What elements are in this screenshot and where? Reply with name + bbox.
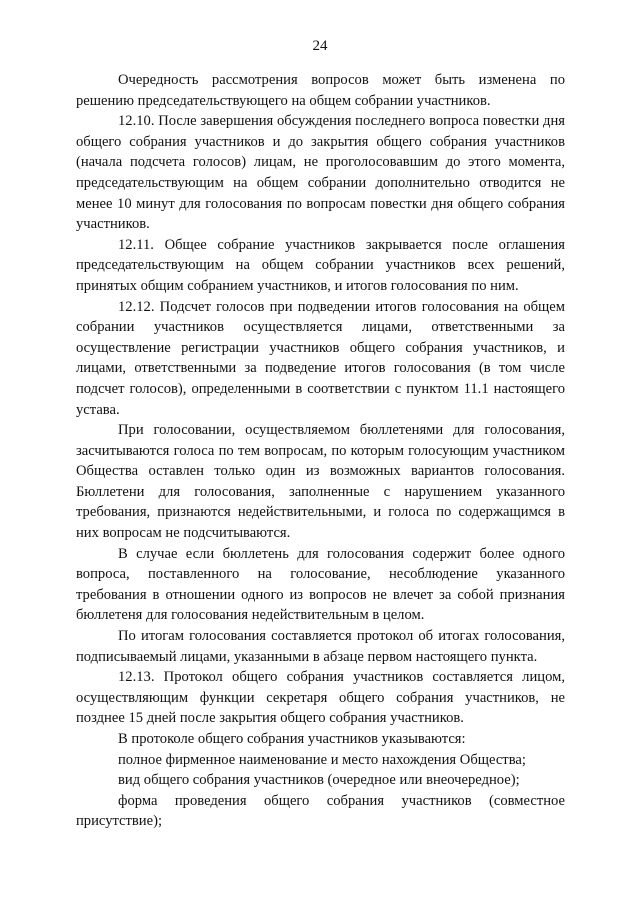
- list-item-meeting-type: вид общего собрания участников (очередное или внеочередное);: [118, 772, 520, 789]
- list-item-meeting-form: форма проведения общего собрания участников (совместное присутствие);: [76, 792, 565, 830]
- paragraph-12-10: 12.10. После завершения обсуждения последнего вопроса повестки дня общего собрания участников и до закрытия общего собрания участников (начала подсчета голосов) лицам, не проголосовавшим до этого момента, председательствующим на общем собрании дополнительно отводится не менее 10 минут для голосования по вопросам повестки дня общего собрания участников.: [76, 113, 565, 233]
- page-number: 24: [312, 38, 328, 54]
- paragraph-agenda-order: Очередность рассмотрения вопросов может быть изменена по решению председательствующего на общем собрании участников.: [76, 72, 565, 109]
- paragraph-ballot-voting: При голосовании, осуществляемом бюллетенями для голосования, засчитываются голоса по тем вопросам, по которым голосующим участником Общества оставлен только один из возможных вариантов голосования. Бюллетени для голосования, заполненные с нарушением указанного требования, признаются недействительными, и голоса по содержащимся в них вопросам не подсчитываются.: [76, 422, 565, 542]
- paragraph-12-13: 12.13. Протокол общего собрания участников составляется лицом, осуществляющим функции секретаря общего собрания участников, не позднее 15 дней после закрытия общего собрания участников.: [76, 669, 565, 727]
- paragraph-12-11: 12.11. Общее собрание участников закрывается после оглашения председательствующим на общем собрании участников всех решений, принятых общим собранием участников, и итогов голосования по ним.: [76, 236, 565, 294]
- paragraph-multiple-questions: В случае если бюллетень для голосования содержит более одного вопроса, поставленного на голосование, несоблюдение указанного требования в отношении одного из вопросов не влечет за собой признания бюллетеня для голосования недействительным в целом.: [76, 545, 565, 624]
- list-item-company-name: полное фирменное наименование и место нахождения Общества;: [118, 751, 526, 768]
- paragraph-protocol-contents: В протоколе общего собрания участников указываются:: [118, 731, 466, 747]
- document-body: [76, 70, 565, 832]
- paragraph-voting-protocol: По итогам голосования составляется протокол об итогах голосования, подписываемый лицами, указанными в абзаце первом настоящего пункта.: [76, 628, 565, 665]
- paragraph-12-12: 12.12. Подсчет голосов при подведении итогов голосования на общем собрании участников осуществляется лицами, ответственными за осуществление регистрации участников общего собрания участников, и лицами, ответственными за подведение итогов голосования (в том числе подсчет голосов), определенными в соответствии с пунктом 11.1 настоящего устава.: [76, 298, 565, 418]
